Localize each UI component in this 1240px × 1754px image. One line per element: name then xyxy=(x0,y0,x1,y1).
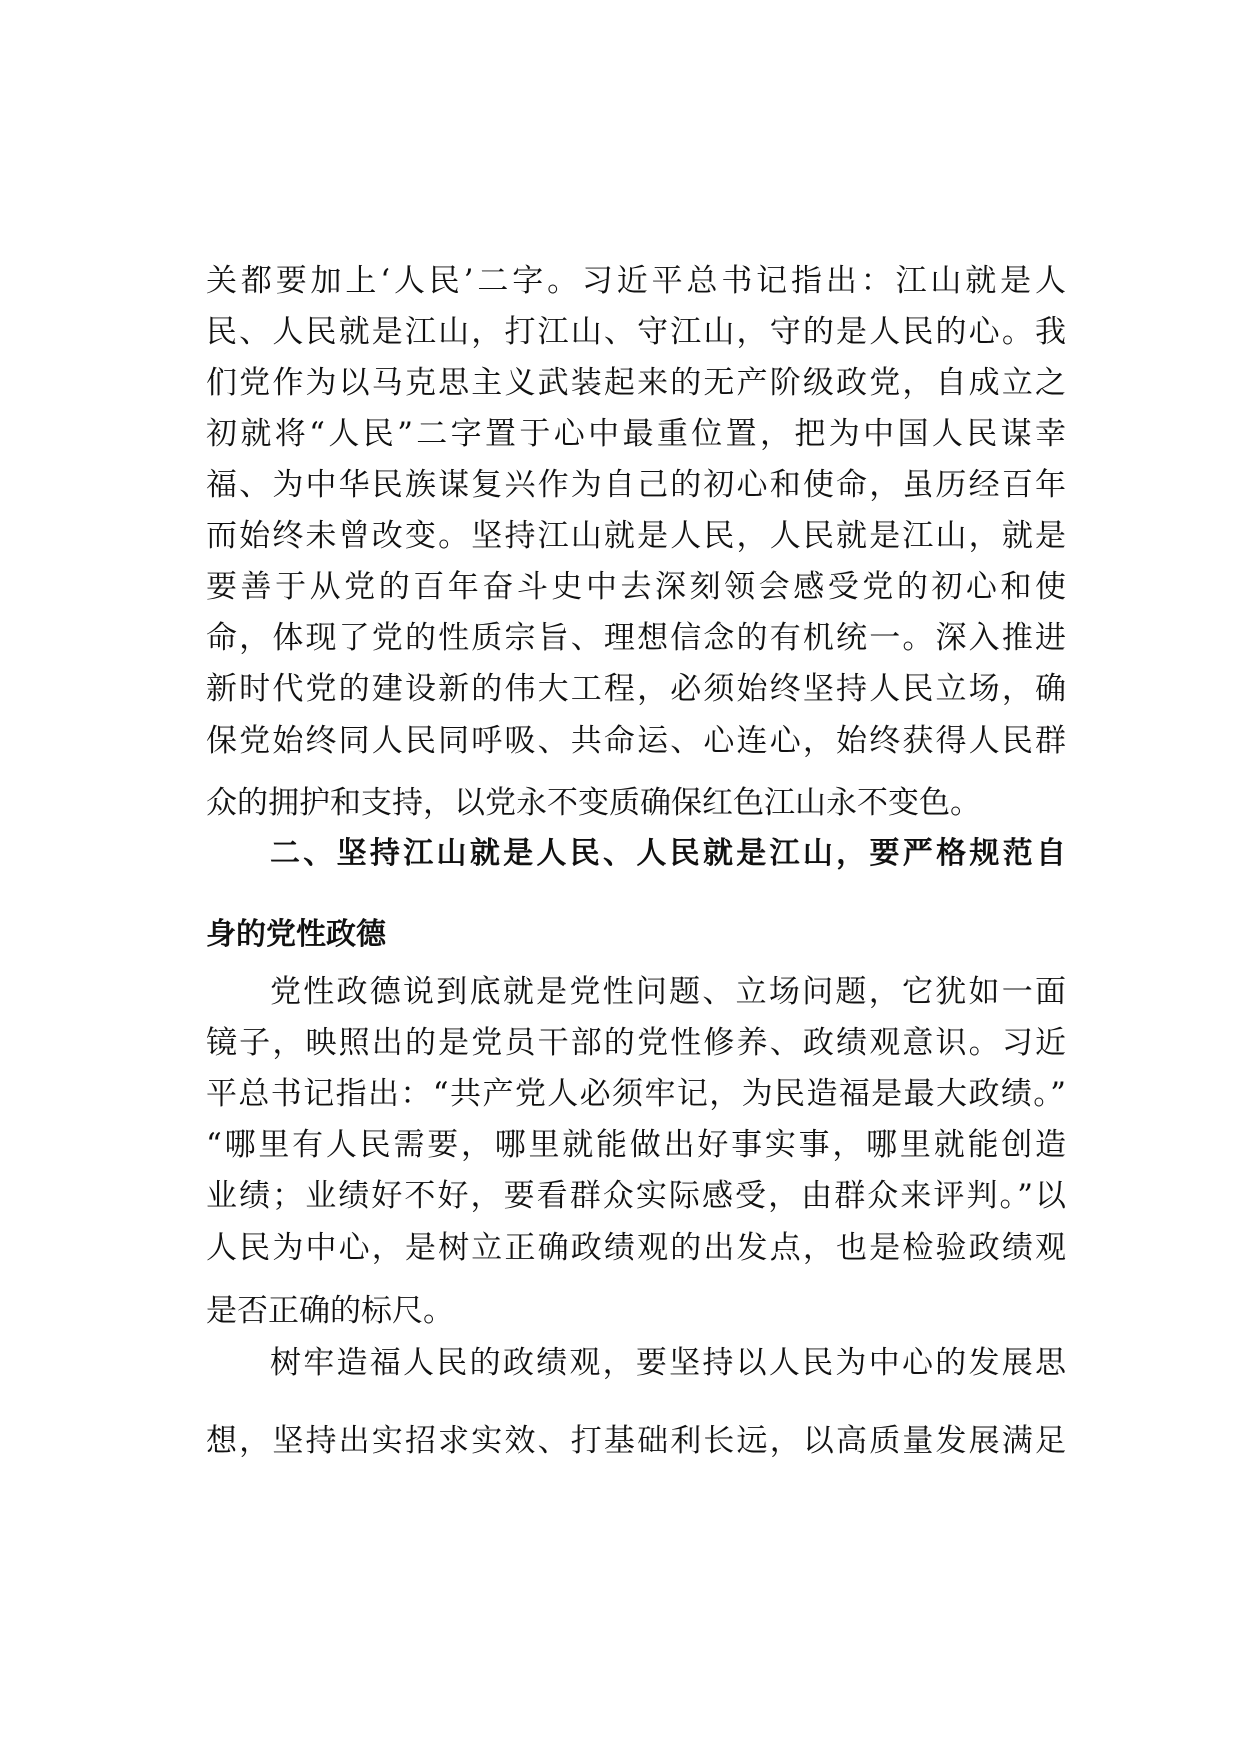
section-heading-line-2: 身的党性政德 xyxy=(206,917,386,952)
para1-line-2: 民、人民就是江山，打江山、守江山，守的是人民的心。我 xyxy=(206,314,1066,350)
para3-line-2: 想，坚持出实招求实效、打基础利长远，以高质量发展满足 xyxy=(206,1423,1066,1459)
para2-line-5: 业绩；业绩好不好，要看群众实际感受，由群众来评判。”以 xyxy=(206,1178,1066,1214)
para1-line-4: 初就将“人民”二字置于心中最重位置，把为中国人民谋幸 xyxy=(206,416,1066,452)
para2-line-6: 人民为中心，是树立正确政绩观的出发点，也是检验政绩观 xyxy=(206,1230,1066,1266)
para1-line-7: 要善于从党的百年奋斗史中去深刻领会感受党的初心和使 xyxy=(206,569,1066,605)
para1-line-3: 们党作为以马克思主义武装起来的无产阶级政党，自成立之 xyxy=(206,365,1066,401)
para1-line-8: 命，体现了党的性质宗旨、理想信念的有机统一。深入推进 xyxy=(206,620,1066,656)
para2-line-3: 平总书记指出：“共产党人必须牢记，为民造福是最大政绩。” xyxy=(206,1076,1066,1112)
para1-line-10: 保党始终同人民同呼吸、共命运、心连心，始终获得人民群 xyxy=(206,723,1066,759)
para1-line-11: 众的拥护和支持，以党永不变质确保红色江山永不变色。 xyxy=(206,785,981,821)
para2-line-4: “哪里有人民需要，哪里就能做出好事实事，哪里就能创造 xyxy=(206,1127,1066,1163)
para2-line-1: 党性政德说到底就是党性问题、立场问题，它犹如一面 xyxy=(270,974,1066,1010)
para1-line-5: 福、为中华民族谋复兴作为自己的初心和使命，虽历经百年 xyxy=(206,467,1066,503)
para1-line-6: 而始终未曾改变。坚持江山就是人民，人民就是江山，就是 xyxy=(206,518,1066,554)
para1-line-1: 关都要加上‘人民’二字。习近平总书记指出：江山就是人 xyxy=(206,263,1066,299)
section-heading-line-1: 二、坚持江山就是人民、人民就是江山，要严格规范自 xyxy=(270,836,1066,871)
para2-line-2: 镜子，映照出的是党员干部的党性修养、政绩观意识。习近 xyxy=(206,1025,1066,1061)
para1-line-9: 新时代党的建设新的伟大工程，必须始终坚持人民立场，确 xyxy=(206,671,1066,707)
para2-line-7: 是否正确的标尺。 xyxy=(206,1293,454,1329)
para3-line-1: 树牢造福人民的政绩观，要坚持以人民为中心的发展思 xyxy=(270,1345,1066,1381)
